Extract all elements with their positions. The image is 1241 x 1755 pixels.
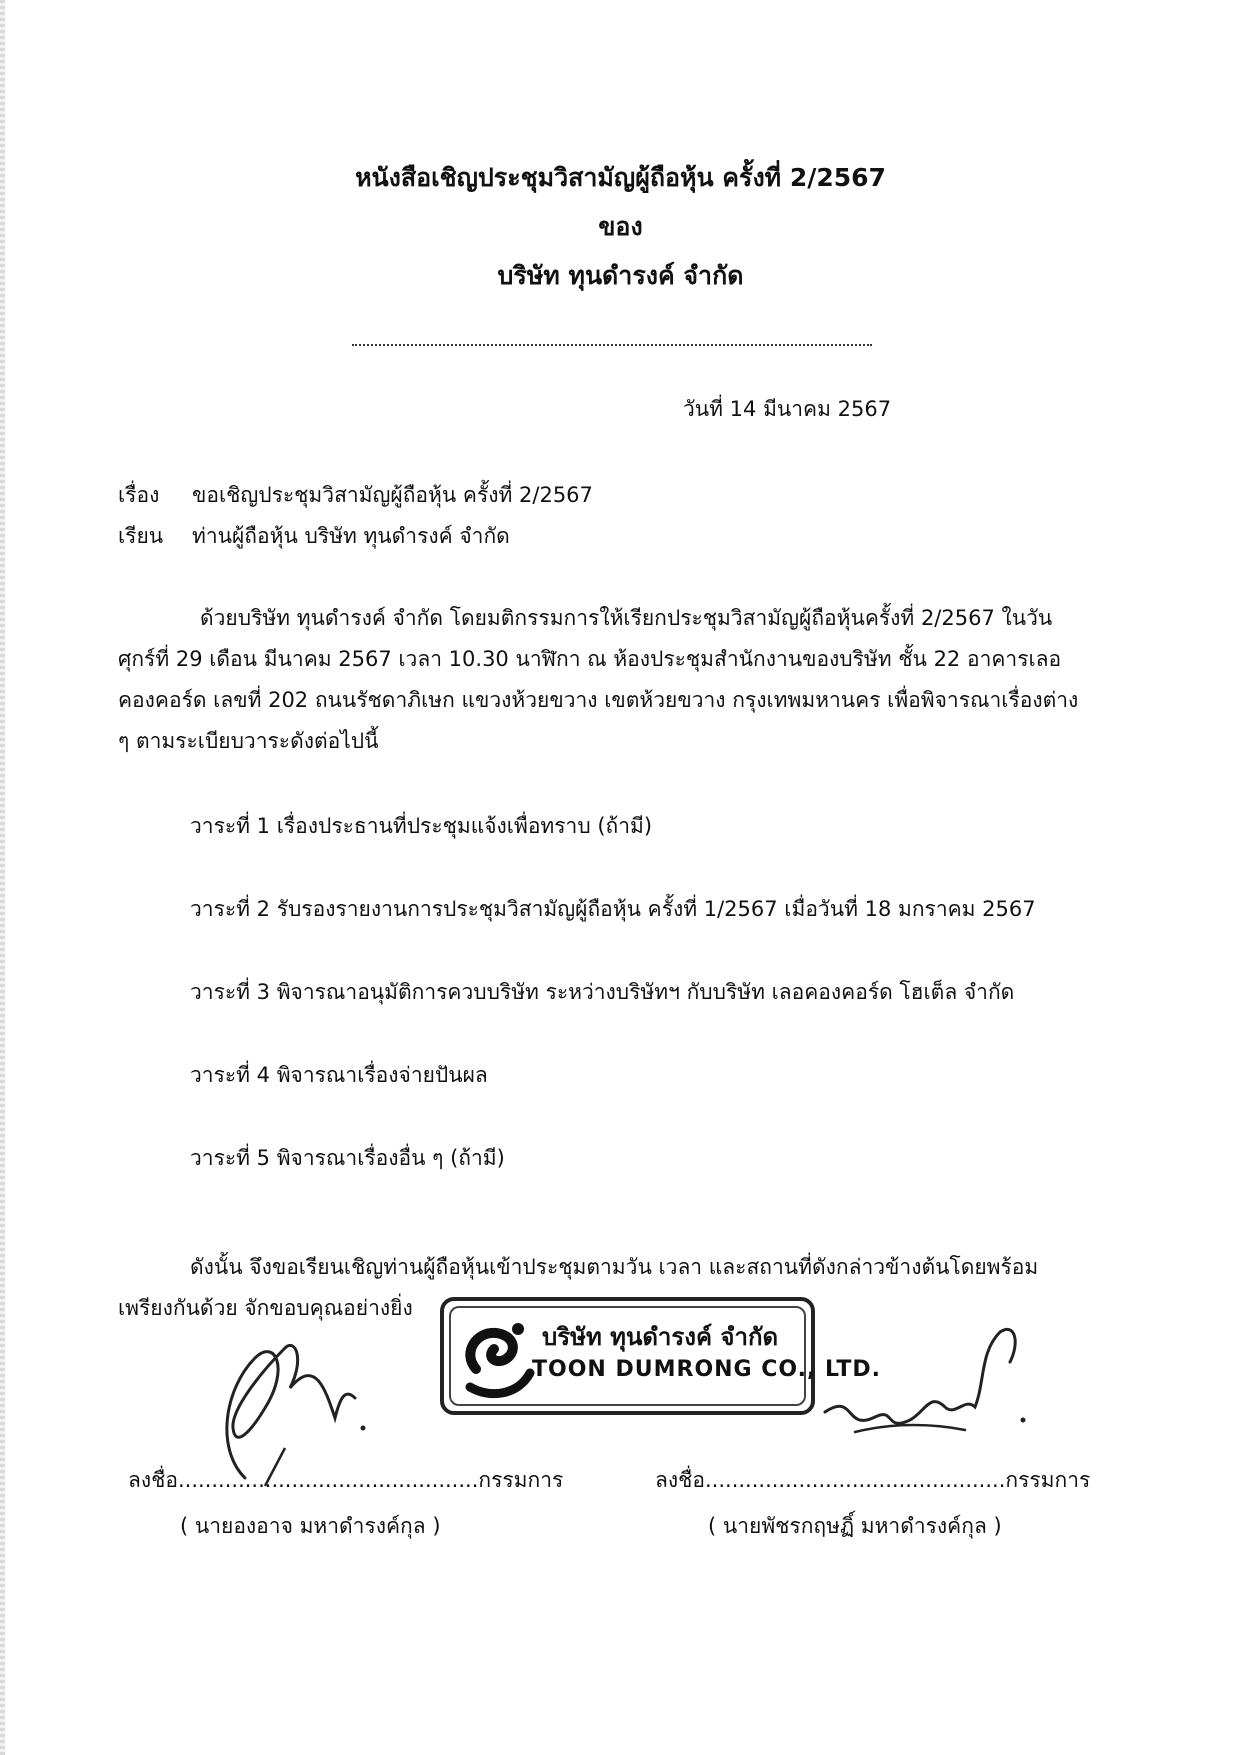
- intro-line: คองคอร์ด เลขที่ 202 ถนนรัชดาภิเษก แขวงห้วยขวาง เขตห้วยขวาง กรุงเทพมหานคร เพื่อพิจารณาเรื่องต่าง: [118, 688, 1079, 712]
- signature-line-left: ลงชื่อ.............................................กรรมการ: [128, 1468, 564, 1492]
- recipient-label: เรียน: [118, 524, 164, 548]
- stamp-thai-text: บริษัท ทุนดำรงค์ จำกัด: [542, 1323, 779, 1351]
- letter-date: วันที่ 14 มีนาคม 2567: [683, 397, 892, 421]
- dotted-separator: [352, 344, 872, 346]
- letter-title-of: ของ: [598, 212, 643, 241]
- intro-line: ศุกร์ที่ 29 เดือน มีนาคม 2567 เวลา 10.30 นาฬิกา ณ ห้องประชุมสำนักงานของบริษัท ชั้น 22 อาคารเลอ: [118, 647, 1062, 671]
- company-stamp: [440, 1297, 882, 1415]
- subject-label: เรื่อง: [118, 483, 160, 507]
- agenda-item: วาระที่ 1 เรื่องประธานที่ประชุมแจ้งเพื่อทราบ (ถ้ามี): [190, 814, 653, 838]
- signer-name-right: ( นายพัชรกฤษฏิ์ มหาดำรงค์กุล ): [708, 1514, 1002, 1538]
- intro-line: ๆ ตามระเบียบวาระดังต่อไปนี้: [118, 729, 379, 753]
- agenda-item: วาระที่ 4 พิจารณาเรื่องจ่ายปันผล: [190, 1063, 488, 1087]
- stamp-english-text: TOON DUMRONG CO., LTD.: [532, 1357, 882, 1382]
- intro-paragraph: [118, 598, 1108, 762]
- recipient-text: ท่านผู้ถือหุ้น บริษัท ทุนดำรงค์ จำกัด: [192, 524, 510, 548]
- signer-name-left: ( นายองอาจ มหาดำรงค์กุล ): [180, 1514, 441, 1538]
- company-name-title: บริษัท ทุนดำรงค์ จำกัด: [497, 261, 744, 290]
- agenda-item: วาระที่ 3 พิจารณาอนุมัติการควบบริษัท ระหว่างบริษัทฯ กับบริษัท เลอคองคอร์ด โฮเต็ล จำกัด: [190, 980, 1015, 1004]
- agenda-item: วาระที่ 5 พิจารณาเรื่องอื่น ๆ (ถ้ามี): [190, 1146, 505, 1170]
- letter-title: หนังสือเชิญประชุมวิสามัญผู้ถือหุ้น ครั้งที่ 2/2567: [355, 163, 886, 192]
- signature-line-right: ลงชื่อ.............................................กรรมการ: [655, 1468, 1091, 1492]
- intro-line: ด้วยบริษัท ทุนดำรงค์ จำกัด โดยมติกรรมการให้เรียกประชุมวิสามัญผู้ถือหุ้นครั้งที่ 2/2567 ในวัน: [200, 606, 1053, 630]
- subject-text: ขอเชิญประชุมวิสามัญผู้ถือหุ้น ครั้งที่ 2/2567: [192, 483, 593, 507]
- signature-right: [815, 1312, 1030, 1452]
- closing-line: ดังนั้น จึงขอเรียนเชิญท่านผู้ถือหุ้นเข้าประชุมตามวัน เวลา และสถานที่ดังกล่าวข้างต้นโดยพร้อม: [190, 1255, 1039, 1279]
- closing-line: เพรียงกันด้วย จักขอบคุณอย่างยิ่ง: [118, 1296, 413, 1320]
- agenda-item: วาระที่ 2 รับรองรายงานการประชุมวิสามัญผู้ถือหุ้น ครั้งที่ 1/2567 เมื่อวันที่ 18 มกราคม 2567: [190, 897, 1036, 921]
